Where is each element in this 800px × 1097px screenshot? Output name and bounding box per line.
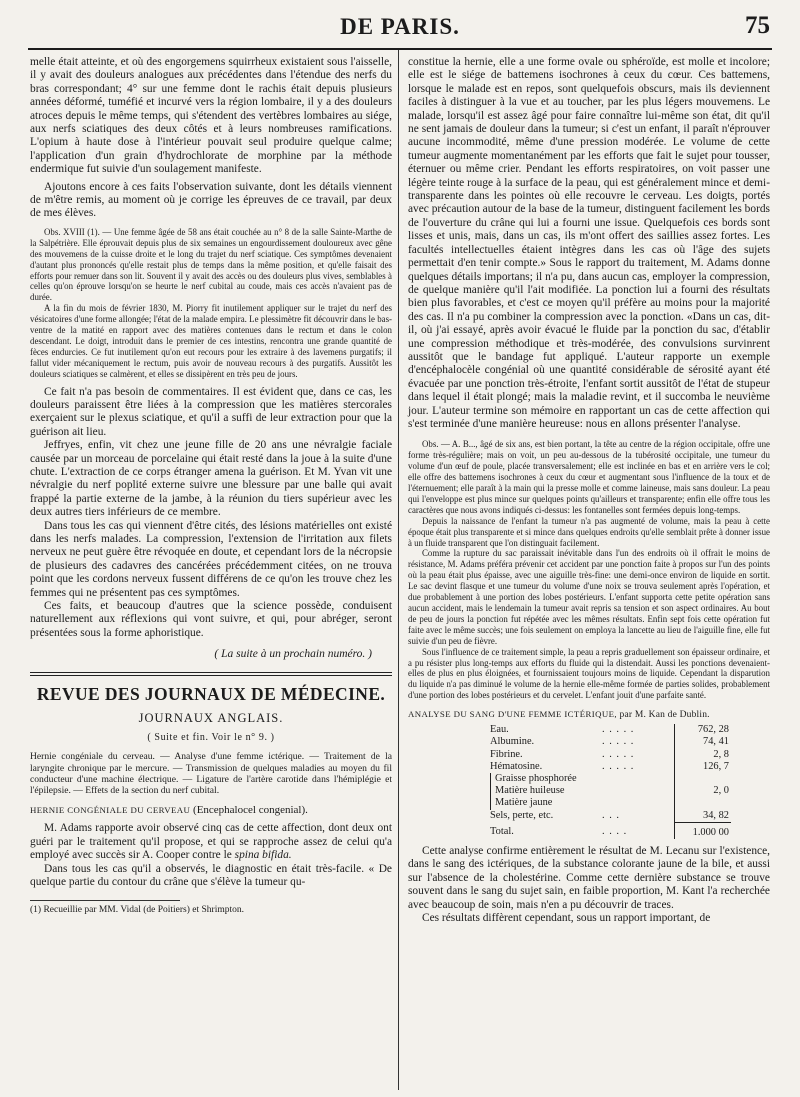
component-value: 1.000 00 [675,822,732,839]
observation-paragraph: Comme la rupture du sac paraissait inévitable dans l'un des endroits où il offrait le moins de résistance, M. Adams préféra prévenir cet accident par une ponction faite à propos sur l'un des points où la peau était plus épaisse, avec une aiguille très-fine: une demi-once environ de liquide en sortit. Le sac devint flasque et une tumeur du volume d'une noix se trouva seulement après l'opération, et due probablement à une portion des lobes postérieurs. L'enfant supporta cette petite opération sans aucun accident, mais le lendemain la tumeur avait repris sa tension et son aspect ordinaires. Au bout de peu de jours la ponction fut répétée avec les mêmes résultats. Enfin sept fois cette opération fut faite avec le même succès; une fois seulement on employa la lancette au lieu de l'aiguille fine, elle fut suivie d'un peu de fièvre. [408,548,770,646]
observation-paragraph: Sous l'influence de ce traitement simple, la peau a repris graduellement son épaisseur ordinaire, et a pu résister plus long-temps aux efforts du fluide qui la distendait. Aussi les ponctions devenaient-elles de plus en plus éloignées, et fournissaient toujours moins de liquide. Cependant la disparution du liquide n'a pas diminué le volume de la hernie elle-même formée de parties solides, probablement d'une portion des lobes postérieurs et du cervelet. L'enfant jouit d'une parfaite santé. [408,646,770,701]
component-name: Total. [490,826,514,838]
leader-dots: . . . . . [602,748,635,760]
group-item: Matière jaune [495,797,553,809]
paragraph [30,822,392,862]
observation-paragraph: A la fin du mois de février 1830, M. Piorry fit inutilement appliquer sur le trajet du nerf des vésicatoires d'une forme allongée; l'état de la malade empira. Le plessimètre fit découvrir dans le bas-ventre de la matité en rapport avec des matières contenues dans le rectum et dans le colon descendant. Le doigt, introduit dans le premier de ces intestins, rencontra une grande quantité de fèces endurcies. Ce fut inutilement qu'on eut recours pour les extraire à des lavemens purgatifs; il fallut vider mécaniquement le rectum, puis avoir de nouveau recours à des purgatifs. Aussitôt les douleurs sciatiques se calmèrent, et elles se dissipèrent en très peu de jours. [30,303,392,379]
blood-composition-table [488,724,731,839]
composition-row [488,749,731,761]
analysis-heading [408,709,770,720]
observation [408,439,770,515]
paragraph: Cette analyse confirme entièrement le résultat de M. Lecanu sur l'existence, dans le sang des ictériques, de la substance colorante jaune de la bile, et aussi sur l'absence de la cholestérine. Comme cette dernière substance se trouve souvent dans le sang du sujet sain, en faible proportion, M. Kant l'a recherchée avec beaucoup de soin, mais n'en a pu découvrir de traces. [408,844,770,911]
left-column [30,56,392,915]
composition-body [488,724,731,839]
paragraph: constitue la hernie, elle a une forme ovale ou sphéroïde, est molle et incolore; elle est le siége de battemens isochrones à ceux du cœur. Ces battemens, lorsque le malade est en repos, sont quelquefois obscurs, mais ils deviennent faciles à distinguer à la vue et au toucher, par les plus légers mouvemens. Le malade, lorsqu'il est assez âgé pour faire connaître lui-même son état, dit qu'il ne sent jamais de douleur dans la tumeur; si c'est un enfant, il paraît n'éprouver aucune incommodité, même d'une pression modérée. Le volume de cette tumeur augmente momentanément par les efforts que fait le sujet pour tousser, éternuer ou même crier. Pendant les efforts respiratoires, on voit passer une légère teinte rouge à la surface de la peau, qui est généralement mince et demi-transparente dans les pointes où elle recouvre le cerveau. Les doigts, portés avec précaution autour de la base de la tumeur, distinguent facilement les bords de l'ouverture du crâne qui lui a fourni une issue. Quelquefois ces bords sont lisses et unis, mais, dans un cas, ils m'ont offert des saillies assez fortes. Les facultés intellectuelles étaient intègres dans les cas où l'âge des sujets permettait d'en tenir compte.» Sous le rapport du traitement, M. Adams donne quelques détails importans; il n'a pu, dans aucun cas, employer la compression, de quelque manière qu'il l'ait modifiée. La ponction lui a fourni des résultats bien plus favorables, et c'est ce moyen qu'il préfère au moins pour la majorité des cas. Il n'a pu combiner la compression avec la ponction. «Dans un cas, dit-il, où j'ai essayé, après avoir évacué le fluide par la ponction du sac, d'établir une compression méthodique et très-modérée, des convulsions survinrent aussitôt que le bandage fut appliqué. L'auteur rapporte un exemple d'encéphalocèle congénial où une quantité considérable de sérosité ayant été évacuée par une ponction très-étroite, l'enfant sortit aussitôt de l'état de stupeur dans lequel il était plongé; mais la maladie revint, et il succomba le neuvième jour. L'auteur termine son mémoire en rapportant un cas de cette affection qui s'est terminée d'une manière heureuse: nous en allons présenter l'analyse. [408,56,770,430]
leader-dots: . . . . . [602,736,635,748]
analysis-heading-caps: ANALYSE DU SANG D'UNE FEMME ICTÉRIQUE, [408,709,617,720]
component-name: Hématosine. [490,760,543,772]
observation-text: Une femme âgée de 58 ans était couchée au n° 8 de la salle Sainte-Marthe de la Salpétrière. Elle éprouvait depuis plus de six semaines un engourdissement douloureux avec gêne des mouvemens de la cuisse droite et le long du trajet du nerf sciatique. Ces symptômes devenaient d'autant plus prononcés qu'elle restait plus de temps dans la même position, et qu'elle faisait des efforts pour remuer dans son lit. Souvent il y avait des accès ou des douleurs plus vives, semblables à celles qu'on éprouve lorsqu'on se heurte le nerf cubital au coude, mais ces accès n'avaient pas de durée. [30,226,392,303]
suite-note: ( Suite et fin. Voir le n° 9. ) [147,732,275,744]
composition-row [488,761,731,773]
paragraph: Ces résultats diffèrent cependant, sous un rapport important, de [422,911,711,924]
summary: Hernie congéniale du cerveau. — Analyse d'une femme ictérique. — Traitement de la laryngite chronique par le mercure. — Transmission de quelques maladies au moyen du fil conducteur d'une machine électrique. — Ligature de l'artère carotide dans l'hémiplégie et l'épilepsie. — Effets de la section du nerf cubital. [30,751,392,797]
article-heading-caps: HERNIE CONGÉNIALE DU CERVEAU [30,805,191,816]
paragraph: Ajoutons encore à ces faits l'observation suivante, dont les détails viennent de m'être remis, au moment où je corrige les épreuves de ce travail, par deux de mes élèves. [30,180,392,220]
leader-dots: . . . [602,809,620,821]
section-subtitle: JOURNAUX ANGLAIS. [138,711,284,726]
right-column [408,56,770,925]
composition-row [488,724,731,736]
component-value: 762, 28 [675,724,732,736]
component-name: Sels, perte, etc. [490,809,554,821]
page-number: 75 [745,12,770,39]
leader-dots: . . . . . [602,760,635,772]
paragraph: melle était atteinte, et où des engorgemens squirrheux existaient sous l'aisselle, il y avait des douleurs analogues aux précédentes dans l'étendue des nerfs du bras correspondant; 4° sur une femme dont le rachis était depuis plusieurs années déformé, tuméfié et incurvé vers la région lombaire, il y a des douleurs atroces depuis le même temps, qui s'étendent des vertèbres lombaires au siége, aux nerfs sciatiques des deux côtés et à leurs nombreuses ramifications. L'opium à haute dose à l'intérieur pouvait seul produire quelque calme; l'application d'un grain d'hydrochlorate de morphine par la méthode endermique fut suivie d'un soulagement manifeste. [30,56,392,176]
page-header [30,14,770,48]
paragraph-text: M. Adams rapporte avoir observé cinq cas de cette affection, dont deux ont guéri par le traitement qu'il propose, et qui se rapproche assez de celui qu'a employé avec succès sir A. Cooper contre le [30,822,392,862]
observation-xviii [30,227,392,303]
group-value: 2, 0 [675,773,732,810]
section-rule [30,672,392,676]
composition-row [488,736,731,748]
observation-label: Obs. XVIII (1). — [44,226,112,237]
paragraph: Jeffryes, enfin, vit chez une jeune fille de 20 ans une névralgie faciale causée par un morceau de porcelaine qui était resté dans la joue à la suite d'une chute. L'extraction de ce corps étranger amena la guérison. Et M. Yvan vit une névralgie du nerf poplité externe suivre une blessure par une balle qui avait frappé la partie externe de la jambe, à la réunion du tiers supérieur avec les deux autres tiers inférieurs de ce membre. [30,439,392,519]
article-heading [30,804,392,816]
column-divider [398,50,399,1090]
component-name: Eau. [490,724,509,736]
component-value: 126, 7 [675,761,732,773]
italic-term: spina bifida. [234,849,292,862]
continued-note: ( La suite à un prochain numéro. ) [214,648,372,661]
group-names [488,773,675,810]
article-heading-paren: (Encephalocel congenial). [193,804,308,817]
paragraph: Dans tous les cas qui viennent d'être cités, des lésions matérielles ont existé dans les nerfs malades. La compression, l'extension de l'irritation aux filets nerveux ne peut guère être révoquée en doute, et cependant lors de la nécropsie de plusieurs des cadavres des cancérées précédemment citées, on ne trouva point que les cordons nerveux fussent différens de ce qu'on les trouve chez les femmes qui ne présentent pas ces symptômes. [30,519,392,599]
group-item: Matière huileuse [495,785,565,797]
running-title: DE PARIS. [340,14,460,39]
composition-row [488,810,731,823]
group-item: Graisse phosphorée [495,772,577,784]
paragraph: Dans tous les cas qu'il a observés, le diagnostic en était très-facile. « De quelque partie du contour du crâne que s'élève la tumeur qu- [30,862,392,889]
group-bracket [490,773,672,810]
paragraph: Ce fait n'a pas besoin de commentaires. Il est évident que, dans ce cas, les douleurs paraissent être liées à la compression que les matières stercorales exerçaient sur le plexus sciatique, et qu'il a suffi de leur extraction pour que la guérison ait lieu. [30,385,392,438]
analysis-heading-rest: par M. Kan de Dublin. [619,710,710,721]
leader-dots: . . . . . [602,724,635,736]
component-name: Fibrine. [490,748,523,760]
observation-label: Obs. — A. B..., âgé de six ans, [422,439,533,450]
total-row [488,822,731,839]
component-value: 34, 82 [675,810,732,823]
footnote-rule [30,900,180,901]
observation-text: est bien portant, la tête au centre de la région occipitale, offre une forme très-régulière; mais on voit, un peu au-dessous de la tubérosité occipitale, une tumeur du volume d'un œuf de poule, placée transversalement; elle est inclinée en bas et en arrière vers le col; elle offre des battemens isochrones à ceux du cœur et augmentant sous l'influence de la toux et de l'éternuement; elle paraît à la main qui la presse molle et comme laineuse, mais sans douleur. La peau qui l'enveloppe est plus mince sur quelques points qu'ailleurs et transparente; enfin elle offre tous les caractères que nous avons indiqués ci-dessus: les fontanelles sont fermées depuis long-temps. [408,439,770,515]
component-value: 2, 8 [675,749,732,761]
component-value: 74, 41 [675,736,732,748]
section-title: REVUE DES JOURNAUX DE MÉDECINE. [36,684,386,705]
header-rule [28,48,772,50]
observation-paragraph: Depuis la naissance de l'enfant la tumeur n'a pas augmenté de volume, mais la peau à cette époque était plus transparente et si mince dans quelques endroits qu'elle semblait prête à donner issue à un fluide transparent que l'on distinguait facilement. [408,515,770,548]
composition-group-row [488,773,731,810]
component-name: Albumine. [490,736,535,748]
leader-dots: . . . . [602,826,628,838]
footnote: (1) Recueillie par MM. Vidal (de Poitiers) et Shrimpton. [30,904,245,915]
paragraph: Ces faits, et beaucoup d'autres que la science possède, conduisent naturellement aux réflexions qui vont suivre, et qui, pour abréger, seront présentées sous la forme aphoristique. [30,600,392,639]
